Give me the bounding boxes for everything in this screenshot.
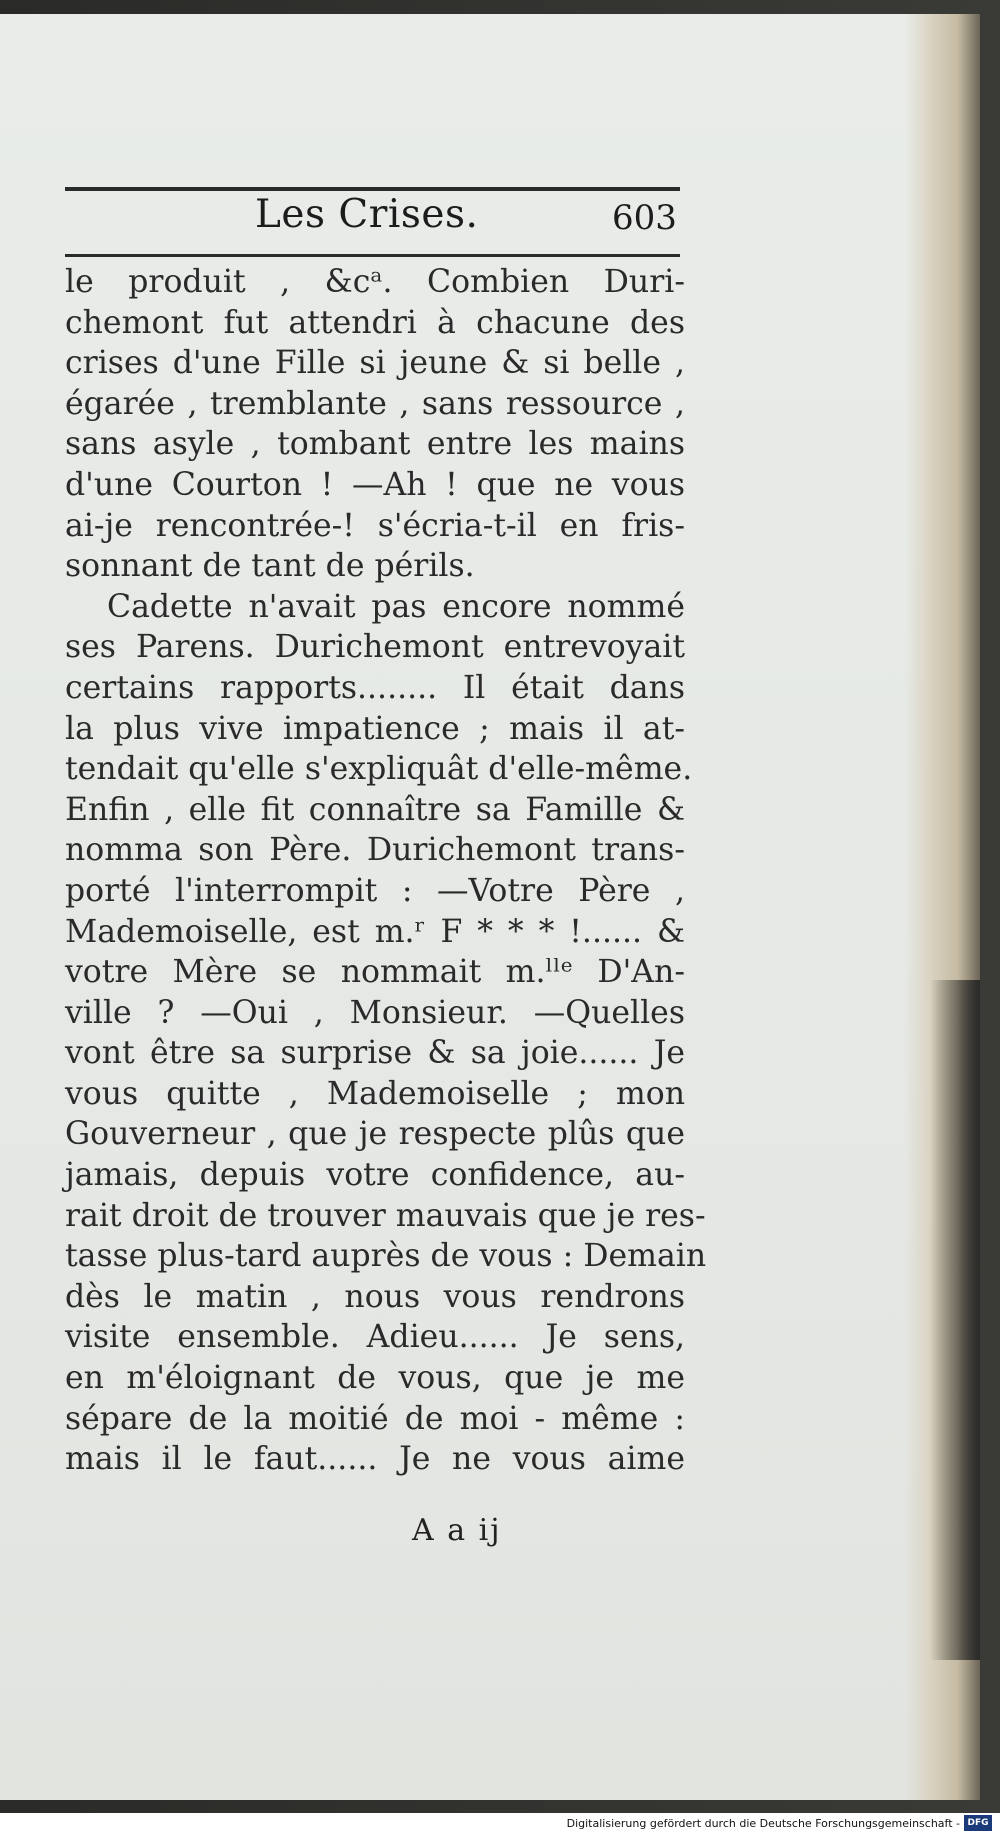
body-text bbox=[65, 262, 707, 1480]
text-line: vous quitte , Mademoiselle ; mon bbox=[65, 1075, 685, 1112]
text-line: Gouverneur , que je respecte plûs que bbox=[65, 1116, 685, 1153]
text-line: tasse plus-tard auprès de vous : Demain bbox=[65, 1238, 707, 1275]
text-line: sonnant de tant de périls. bbox=[65, 548, 475, 585]
text-line: votre Mère se nommait m.ˡˡᵉ D'An- bbox=[65, 954, 685, 991]
text-line: ville ? —Oui , Monsieur. —Quelles bbox=[65, 994, 685, 1031]
page-shadow bbox=[930, 980, 980, 1660]
signature-mark: A a ij bbox=[412, 1513, 502, 1548]
text-line: Mademoiselle, est m.ʳ F * * * !...... & bbox=[65, 913, 685, 950]
text-line: vont être sa surprise & sa joie...... Je bbox=[65, 1035, 685, 1072]
text-line: rait droit de trouver mauvais que je res- bbox=[65, 1197, 706, 1234]
text-line: chemont fut attendri à chacune des bbox=[65, 304, 685, 341]
text-line: Cadette n'avait pas encore nommé bbox=[107, 588, 685, 625]
dfg-logo-icon: DFG bbox=[964, 1815, 992, 1831]
text-line: égarée , tremblante , sans ressource , bbox=[65, 385, 685, 422]
text-line: visite ensemble. Adieu...... Je sens, bbox=[65, 1319, 685, 1356]
text-line: sans asyle , tombant entre les mains bbox=[65, 426, 685, 463]
footer-credit: Digitalisierung gefördert durch die Deutsche Forschungsgemeinschaft - bbox=[566, 1817, 960, 1830]
text-line: porté l'interrompit : —Votre Père , bbox=[65, 872, 685, 909]
text-line: ses Parens. Durichemont entrevoyait bbox=[65, 629, 685, 666]
text-line: la plus vive impatience ; mais il at- bbox=[65, 710, 685, 747]
text-line: nomma son Père. Durichemont trans- bbox=[65, 832, 685, 869]
text-line: sépare de la moitié de moi - même : bbox=[65, 1400, 685, 1437]
text-line: le produit , &cᵃ. Combien Duri- bbox=[65, 264, 685, 300]
text-line: Enfin , elle fit connaître sa Famille & bbox=[65, 791, 685, 828]
text-line: certains rapports........ Il était dans bbox=[65, 669, 685, 706]
text-line: ai-je rencontrée-! s'écria-t-il en fris- bbox=[65, 507, 685, 544]
running-title: Les Crises. bbox=[255, 192, 479, 237]
page-number: 603 bbox=[612, 198, 677, 238]
text-line: en m'éloignant de vous, que je me bbox=[65, 1360, 685, 1397]
text-line: mais il le faut...... Je ne vous aime bbox=[65, 1441, 685, 1478]
text-line: d'une Courton ! —Ah ! que ne vous bbox=[65, 466, 685, 503]
header-rule-bottom bbox=[65, 254, 680, 257]
text-line: crises d'une Fille si jeune & si belle , bbox=[65, 345, 685, 382]
header-rule-top bbox=[65, 187, 680, 191]
text-line: dès le matin , nous vous rendrons bbox=[65, 1278, 685, 1315]
text-line: tendait qu'elle s'expliquât d'elle-même. bbox=[65, 751, 693, 788]
text-line: jamais, depuis votre confidence, au- bbox=[65, 1157, 685, 1194]
